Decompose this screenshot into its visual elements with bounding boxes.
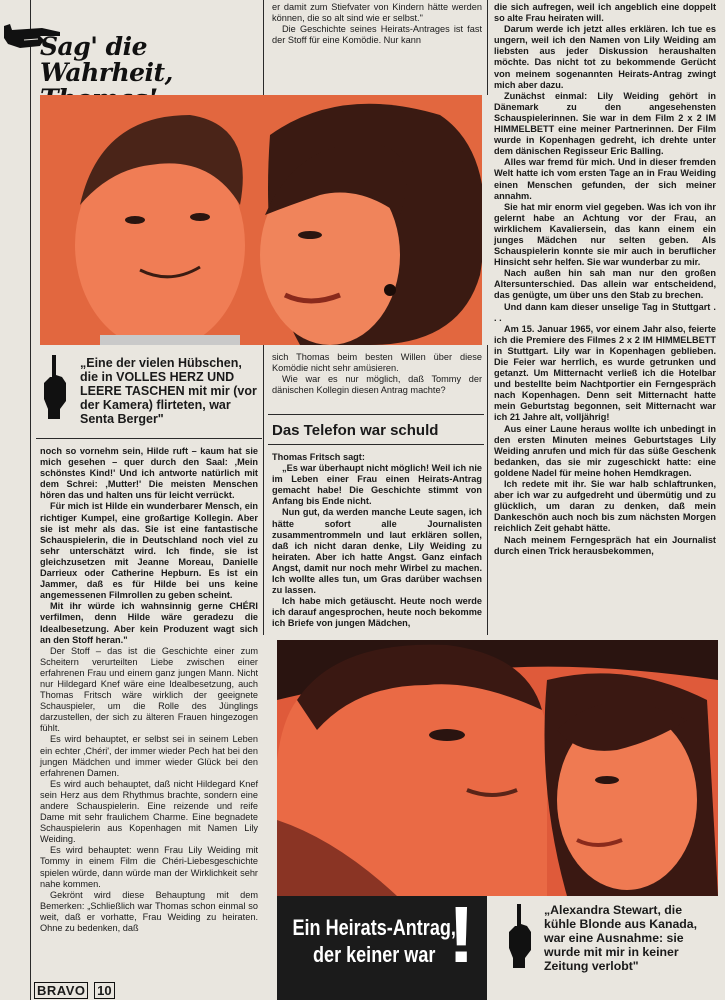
paragraph: Die Geschichte seines Heirats-Antrages ist fast der Stoff für eine Komödie. Nur kann xyxy=(272,24,482,46)
bottom-photo xyxy=(277,640,718,896)
paragraph: Und dann kam dieser unselige Tag in Stuttgart . . . xyxy=(494,301,716,323)
column-rule-2 xyxy=(487,0,488,95)
top-photo-caption xyxy=(80,356,258,426)
paragraph: Es wird behauptet, er selbst sei in seinem Leben ein echter ‚Chéri', der immer wieder Pech hat bei den jungen Mädchen und immer wieder Glück bei den erfahrenen Damen. xyxy=(40,734,258,778)
paragraph: die sich aufregen, weil ich angeblich eine doppelt so alte Frau heiraten will. xyxy=(494,2,716,24)
column-3 xyxy=(494,2,716,557)
subheading-text: Das Telefon war schuld xyxy=(272,422,439,439)
column-1 xyxy=(40,446,258,934)
bottom-photo-caption xyxy=(544,903,716,973)
column-rule-1b xyxy=(263,345,264,635)
banner-line-2: der keiner war xyxy=(313,942,436,967)
paragraph: er damit zum Stiefvater von Kindern hätte werden können, die so alt sind wie er selbst." xyxy=(272,2,482,24)
paragraph: Nach meinem Ferngespräch hat ein Journalist durch einen Trick herausbekommen, xyxy=(494,534,716,556)
paragraph: Darum werde ich jetzt alles erklären. Ich tue es ungern, weil ich den Namen von Lily Weiding am liebsten aus jeder Diskussion heraushalten möchte. Das nicht tot zu bekommende Gerücht von meinem sogenannten Heirats-Antrag zwingt mich aber dazu. xyxy=(494,24,716,90)
page-number: 10 xyxy=(94,982,114,999)
photo-couple-bottom xyxy=(277,640,718,896)
paragraph: Am 15. Januar 1965, vor einem Jahr also, feierte ich die Premiere des Filmes 2 x 2 IM HIMMELBETT in Stuttgart. Lily war in Kopenhagen geblieben. Die Feier war herrlich, es wurde getrunken und getanzt. Um Mitternacht verließ ich die Hotelbar und bestellte beim Nachtportier ein Ferngespräch nach Kopenhagen. Denn seit Mitternacht hatte mein Geburtstag begonnen, seit Mitternacht war ich 21 Jahre alt, volljährig! xyxy=(494,323,716,423)
paragraph: Thomas Fritsch sagt: xyxy=(272,452,365,462)
column-2-sub xyxy=(272,452,482,630)
paragraph: Alles war fremd für mich. Und in dieser fremden Welt hatte ich vom ersten Tage an in Frau Weiding einen Menschen gefunden, der sich meiner annahm. xyxy=(494,157,716,201)
paragraph: Mit ihr würde ich wahnsinnig gerne CHÉRI verfilmen, denn Hilde wäre geradezu die Idealbesetzung. Aber kein Produzent wagt sich an den Stoff heran." xyxy=(40,601,258,645)
left-margin-rule xyxy=(30,0,31,1000)
column-rule-2b xyxy=(487,345,488,635)
top-photo xyxy=(40,95,482,345)
paragraph: noch so vornehm sein, Hilde ruft – kaum hat sie mich gesehen – quer durch den Saal: ‚Mein schönstes Kind!' Und ich antworte natürlich mit dem Schrei: ‚Mutter!' Die meisten Menschen hören das und halten uns für leicht verrückt. xyxy=(40,446,258,501)
paragraph: Der Stoff – das ist die Geschichte einer zum Scheitern verurteilten Liebe zwischen einer erfahrenen Frau und einem ganz jungen Mann. Nicht nur Hildegard Knef wäre eine Idealbesetzung, auch Thomas Fritsch wäre wirklich der geeignete Schauspieler, um die Rolle des Jünglings darzustellen, der sich zu älteren Frauen hingezogen fühlt. xyxy=(40,645,258,734)
column-2-top xyxy=(272,2,482,46)
paragraph: Für mich ist Hilde ein wunderbarer Mensch, ein richtiger Kumpel, eine großartige Kollegin. Aber sie ist mehr als das. Sie ist eine fantastische Schauspielerin, die in Deutschland noch viel zu sehr unterschätzt wird. Ich finde, sie ist gleichzusetzen mit Jeanne Moreau, Danielle Darrieux oder Catherine Hepburn. Es ist ein Jammer, daß es für Hilde bei uns keine angemessenen Filmrollen zu geben scheint. xyxy=(40,501,258,601)
paragraph: Nun gut, da werden manche Leute sagen, ich hätte sofort alle Journalisten zusammentrommeln und laut erklären sollen, daß ich nicht daran denke, Lily Weiding zu heiraten. Aber ich hatte Angst. Ganz einfach Angst, damit nur noch mehr Wirbel zu machen. Ich wollte alles tun, um Gras darüber wachsen zu lassen. xyxy=(272,507,482,596)
caption-rule xyxy=(36,438,262,439)
column-rule-1 xyxy=(263,0,264,95)
subheading xyxy=(272,422,438,439)
paragraph: Nach außen hin sah man nur den großen Altersunterschied. Das allein war entscheidend, das genügte, um über uns den Stab zu brechen. xyxy=(494,268,716,301)
exclamation-mark: ! xyxy=(448,890,475,979)
footer-brand-text: BRAVO xyxy=(34,982,88,999)
paragraph: Gekrönt wird diese Behauptung mit dem Bemerken: „Schließlich war Thomas schon einmal so weit, daß er vorhatte, Frau Weiding zu heiraten. Ohne zu bedenken, daß xyxy=(40,889,258,934)
paragraph: Wie war es nur möglich, daß Tommy der dänischen Kollegin diesen Antrag machte? xyxy=(272,374,482,396)
footer-brand xyxy=(34,983,115,998)
banner-line-1: Ein Heirats-Antrag, xyxy=(292,915,456,940)
subheading-rule-top xyxy=(268,414,484,415)
photo-couple-top xyxy=(40,95,482,345)
hand-up-icon xyxy=(40,353,70,421)
top-photo-caption-text: „Eine der vielen Hübschen, die in VOLLES HERZ UND LEERE TASCHEN mit mir (vor der Kamera) flirteten, war Senta Berger" xyxy=(80,356,257,426)
paragraph: Es wird behauptet: wenn Frau Lily Weiding mit Tommy in einem Film die Chéri-Liebesgeschichte spielen würde, dann würde man der Wirklichkeit sehr nahe kommen. xyxy=(40,845,258,889)
banner-headline xyxy=(284,914,464,968)
paragraph: Sie hat mir enorm viel gegeben. Was ich von ihr gelernt habe an Achtung vor der Frau, an wirklichem Kavaliersein, das kann einem ein junges Mädchen nur selten geben. Als Schauspielerin konnte sie mir auch in beruflicher Hinsicht sehr helfen. Sie war wunderbar zu mir. xyxy=(494,201,716,268)
paragraph: „Es war überhaupt nicht möglich! Weil ich nie im Leben einer Frau einen Heirats-Antrag gemacht habe! Die Geschichte stimmt von Anfang bis Ende nicht. xyxy=(272,463,482,507)
paragraph: sich Thomas beim besten Willen über diese Komödie nicht sehr amüsieren. xyxy=(272,352,482,374)
subheading-rule-bottom xyxy=(268,444,484,445)
paragraph: Ich redete mit ihr. Sie war halb schlaftrunken, aber ich war zu aufgedreht und übermütig und zu glücklich, um daran zu denken, daß mein Dankeschön auch noch bis zum nächsten Morgen reichlich Zeit gehabt hätte. xyxy=(494,479,716,534)
bottom-photo-caption-text: „Alexandra Stewart, die kühle Blonde aus Kanada, war eine Ausnahme: sie wurde mit mir in keiner Zeitung verlobt" xyxy=(544,903,698,973)
paragraph: Ich habe mich getäuscht. Heute noch werde ich darauf angesprochen, heute noch bekomme ich Briefe von jungen Mädchen, xyxy=(272,596,482,629)
article-title-text: Sag' die Wahrheit, xyxy=(40,32,173,87)
paragraph: Aus einer Laune heraus wollte ich unbedingt in den ersten Minuten meines Geburtstages Lily Weiding anrufen und mich für das süße Geschenk bedanken, das sie mir zugeschickt hatte: eine goldene Nadel für meine hohen Hemdkragen. xyxy=(494,423,716,478)
column-2-mid xyxy=(272,352,482,396)
paragraph: Zunächst einmal: Lily Weiding gehört in Dänemark zu den angesehensten Schauspielerinnen. Sie war in dem Film 2 x 2 IM HIMMELBETT eine meiner Partnerinnen. Der Film wurde in Kopenhagen gedreht, ich drehte unter dem dänischen Regisseur Eric Balling. xyxy=(494,90,716,157)
paragraph: Es wird auch behauptet, daß nicht Hildegard Knef sein Herz aus dem Rhythmus brachte, sondern eine andere Schauspielerin. Eine reizende und reife Dame mit sehr fraulichem Charme. Eine begnadete Schauspielerin aus Kopenhagen mit Namen Lily Weiding. xyxy=(40,778,258,845)
hand-up-icon xyxy=(505,902,535,970)
